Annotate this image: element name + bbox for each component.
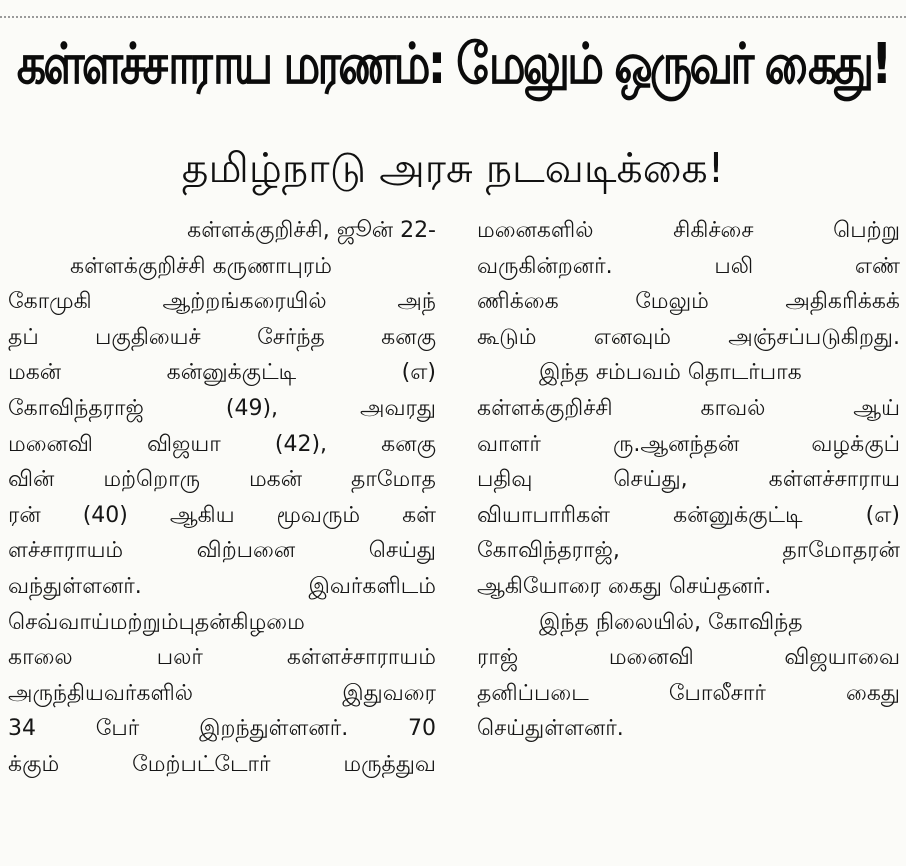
body-line: செய்துள்ளனர். [477,716,624,742]
left-column [8,213,436,783]
body-line: கள்ளக்குறிச்சி கருணாபுரம் [70,253,332,279]
body-line: வியாபாரிகள் கன்னுக்குட்டி (எ) [477,502,900,528]
body-line: வாளர் ரு.ஆனந்தன் வழக்குப் [477,431,900,457]
body-line: கூடும் எனவும் அஞ்சப்படுகிறது. [477,324,900,350]
dateline: கள்ளக்குறிச்சி, ஜூன் 22- [187,218,436,243]
body-line: கோவிந்தராஜ், தாமோதரன் [477,538,900,564]
body-line: மனைவி விஜயா (42), கனகு [8,431,436,457]
body-line: ராஜ் மனைவி விஜயாவை [477,645,900,671]
body-line: செவ்வாய்மற்றும்புதன்கிழமை [8,609,305,635]
body-line: ரன் (40) ஆகிய மூவரும் கள் [8,502,436,528]
body-line: பதிவு செய்து, கள்ளச்சாராய [477,467,900,493]
top-dotted-rule [0,16,906,18]
headline: கள்ளச்சாராய மரணம்: மேலும் ஒருவர் கைது! [16,30,890,97]
body-line: இந்த நிலையில், கோவிந்த [539,609,803,635]
body-line: காலை பலர் கள்ளச்சாராயம் [8,645,436,671]
subheadline: தமிழ்நாடு அரசு நடவடிக்கை! [181,144,725,192]
body-line: அருந்தியவர்களில் இதுவரை [8,680,436,706]
body-line: ளச்சாராயம் விற்பனை செய்து [8,538,436,564]
right-column [477,213,900,747]
body-line: தனிப்படை போலீசார் கைது [477,680,900,706]
body-line: ஆகியோரை கைது செய்தனர். [477,573,772,599]
body-line: இந்த சம்பவம் தொடர்பாக [539,360,802,386]
body-line: மனைகளில் சிகிச்சை பெற்று [477,218,900,243]
body-line: ணிக்கை மேலும் அதிகரிக்கக் [477,289,900,315]
body-line: மகன் கன்னுக்குட்டி (எ) [8,360,436,386]
body-line: கோமுகி ஆற்றங்கரையில் அந் [8,289,436,315]
body-line: வருகின்றனர். பலி எண் [477,253,900,279]
body-line: கள்ளக்குறிச்சி காவல் ஆய் [477,395,900,421]
body-line: வின் மற்றொரு மகன் தாமோத [8,467,436,493]
body-line: வந்துள்ளனர். இவர்களிடம் [8,573,436,599]
body-line: தப் பகுதியைச் சேர்ந்த கனகு [8,324,436,350]
body-line: 34 பேர் இறந்துள்ளனர். 70 [8,716,436,742]
body-line: கோவிந்தராஜ் (49), அவரது [8,395,436,421]
body-line: க்கும் மேற்பட்டோர் மருத்துவ [8,751,436,777]
